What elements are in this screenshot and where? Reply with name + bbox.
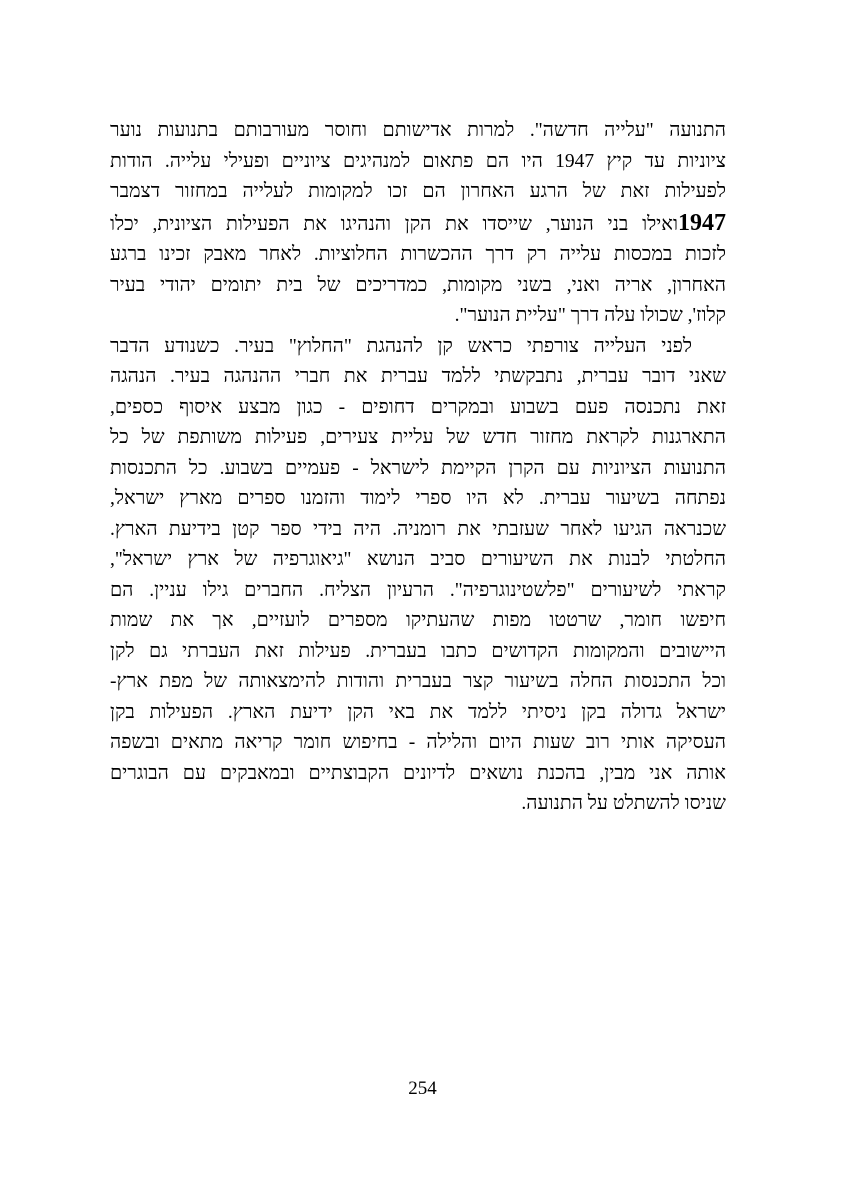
paragraph-1 (110, 116, 726, 332)
text-line: אותה אני מבין, בהכנת נושאים לדיונים הקבוצתיים ובמאבקים עם הבוגרים (110, 762, 726, 784)
page-number: 254 (408, 1078, 437, 1099)
text-line: התנועה "עלייה חדשה". למרות אדישותם וחוסר מעורבותם בתנועות נוער (110, 120, 726, 141)
text-line-rest: ואילו בני הנוער, שייסדו את הקן והנהיגו את הפעילות הציונית, יכלו (110, 213, 678, 235)
text-line: וכל התכנסות החלה בשיעור קצר בעברית והודות להימצאותה של מפת ארץ- (110, 671, 726, 692)
text-line: התארגנות לקראת מחזור חדש של עליית צעירים, פעילות משותפת של כל (110, 427, 726, 448)
text-line: החלטתי לבנות את השיעורים סביב הנושא "גיאוגרפיה של ארץ ישראל", (110, 549, 726, 570)
text-line: היישובים והמקומות הקדושים כתבו בעברית. פעילות זאת העברתי גם לקן (110, 640, 726, 662)
text-line: שאני דובר עברית, נתבקשתי ללמד עברית את חברי ההנהגה בעיר. הנהגה (110, 366, 726, 387)
body-text (110, 116, 726, 820)
text-line: לפני העלייה צורפתי כראש קן להנהגת "החלוץ" בעיר. כשנודע הדבר (110, 335, 692, 357)
text-line: האחרון, אריה ואני, בשני מקומות, כמדריכים של בית יתומים יהודי בעיר (110, 274, 726, 296)
text-line: לזכות במכסות עלייה רק דרך ההכשרות החלוציות. לאחר מאבק זכינו ברגע (110, 244, 726, 265)
paragraph-2 (110, 332, 726, 820)
text-line: שניסו להשתלט על התנועה. (521, 793, 726, 814)
text-line: העסיקה אותי רוב שעות היום והלילה - בחיפוש חומר קריאה מתאים ובשפה (110, 732, 726, 753)
text-line (110, 208, 726, 241)
text-line: חיפשו חומר, שרטטו מפות שהעתיקו מספרים לועזיים, אך את שמות (110, 610, 726, 631)
text-line: שכנראה הגיעו לאחר שעזבתי את רומניה. היה בידי ספר קטן בידיעת הארץ. (110, 518, 726, 540)
text-line: קראתי לשיעורים "פלשטינוגרפיה". הרעיון הצליח. החברים גילו עניין. הם (110, 579, 726, 601)
text-line: נפתחה בשיעור עברית. לא היו ספרי לימוד והזמנו ספרים מארץ ישראל, (110, 488, 726, 509)
text-line: התנועות הציוניות עם הקרן הקיימת לישראל - פעמיים בשבוע. כל התכנסות (110, 457, 726, 479)
text-line: זאת נתכנסה פעם בשבוע ובמקרים דחופים - כגון מבצע איסוף כספים, (110, 396, 726, 418)
text-line: ציוניות עד קיץ 1947 היו הם פתאום למנהיגים ציוניים ופעילי עלייה. הודות (110, 150, 726, 172)
year-number: 1947 (678, 209, 726, 236)
text-line: לפעילות זאת של הרגע האחרון הם זכו למקומות לעלייה במחזור דצמבר (110, 181, 726, 202)
text-line: קלוז', שכולו עלה דרך "עליית הנוער". (454, 305, 726, 326)
text-line: ישראל גדולה בקן ניסיתי ללמד את באי הקן ידיעת הארץ. הפעילות בקן (110, 701, 726, 723)
